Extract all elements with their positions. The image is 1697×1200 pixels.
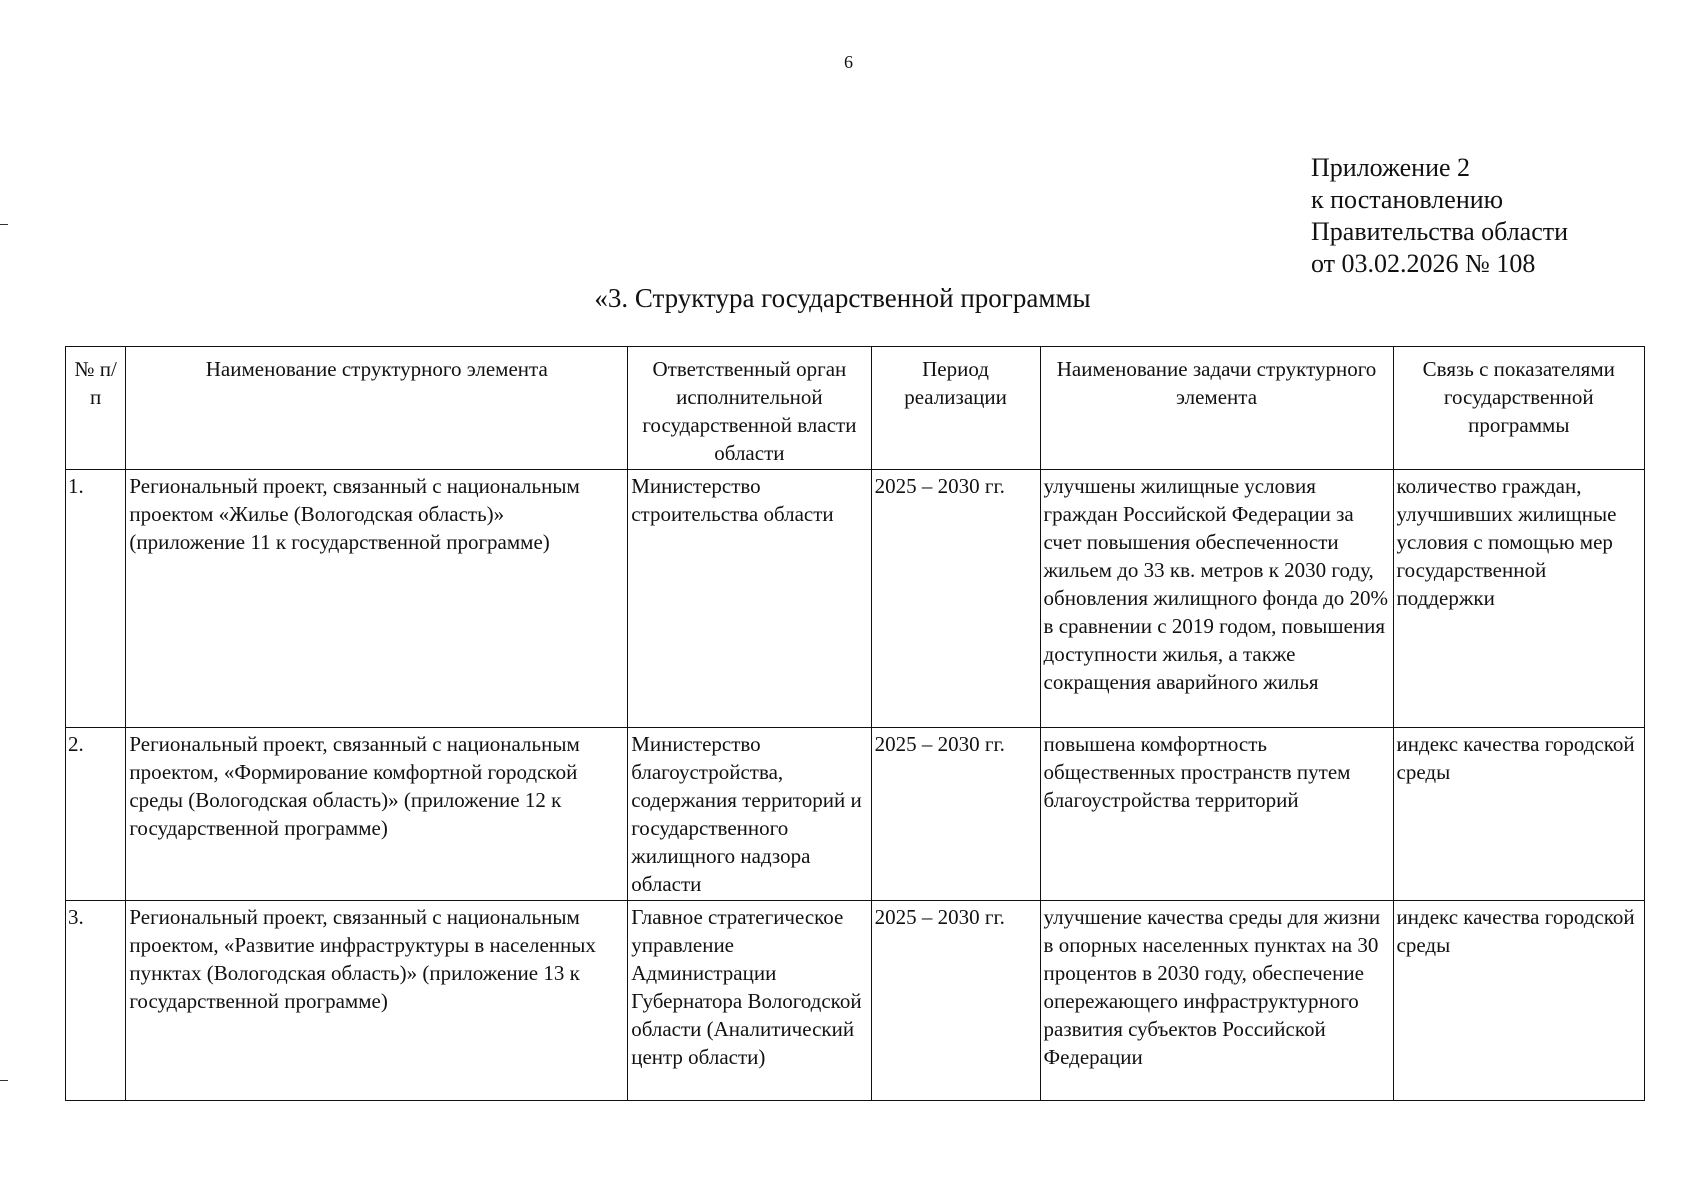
section-title-text: «3. Структура государственной программы (594, 283, 1091, 313)
row-num: 1. (66, 470, 126, 728)
program-structure-table (65, 346, 1645, 1101)
table-row (66, 470, 1645, 728)
page-number: 6 (844, 52, 853, 72)
row-org: Министерство строительства области (628, 470, 871, 728)
appendix-line-3: Правительства области (1311, 217, 1569, 246)
row-task: улучшены жилищные условия граждан Российской Федерации за счет повышения обеспеченности жильем до 33 кв. метров к 2030 году, обновления жилищного фонда до 20% в сравнении с 2019 годом, повышения доступности жилья, а также сокращения аварийного жилья (1040, 470, 1393, 728)
row-task: улучшение качества среды для жизни в опорных населенных пунктах на 30 процентов в 2030 году, обеспечение опережающего инфраструктурного развития субъектов Российской Федерации (1040, 901, 1393, 1101)
header-org: Ответственный орган исполнительной государственной власти области (628, 347, 871, 470)
scan-edge-mark (0, 1080, 8, 1081)
header-task: Наименование задачи структурного элемента (1040, 347, 1393, 470)
appendix-line-2: к постановлению (1311, 185, 1504, 214)
row-name: Региональный проект, связанный с национальным проектом, «Формирование комфортной городской среды (Вологодская область)» (приложение 12 к государственной программе) (126, 728, 628, 901)
section-title (0, 283, 1697, 314)
header-num: № п/п (66, 347, 126, 470)
appendix-line-1: Приложение 2 (1311, 153, 1471, 182)
row-name: Региональный проект, связанный с национальным проектом, «Развитие инфраструктуры в населенных пунктах (Вологодская область)» (приложение 13 к государственной программе) (126, 901, 628, 1101)
table-row (66, 901, 1645, 1101)
row-num: 3. (66, 901, 126, 1101)
header-period: Период реализации (871, 347, 1040, 470)
row-period: 2025 – 2030 гг. (871, 728, 1040, 901)
header-link: Связь с показателями государственной программы (1393, 347, 1644, 470)
table-header-row (66, 347, 1645, 470)
row-period: 2025 – 2030 гг. (871, 901, 1040, 1101)
row-task: повышена комфортность общественных пространств путем благоустройства территорий (1040, 728, 1393, 901)
row-org: Главное стратегическое управление Администрации Губернатора Вологодской области (Аналитический центр области) (628, 901, 871, 1101)
appendix-block (1311, 152, 1568, 280)
table-row (66, 728, 1645, 901)
appendix-line-4: от 03.02.2026 № 108 (1311, 249, 1536, 278)
row-org: Министерство благоустройства, содержания территорий и государственного жилищного надзора области (628, 728, 871, 901)
row-link: количество граждан, улучшивших жилищные условия с помощью мер государственной поддержки (1393, 470, 1644, 728)
header-name: Наименование структурного элемента (126, 347, 628, 470)
row-period: 2025 – 2030 гг. (871, 470, 1040, 728)
scan-edge-mark (0, 224, 8, 225)
row-name: Региональный проект, связанный с национальным проектом «Жилье (Вологодская область)» (приложение 11 к государственной программе) (126, 470, 628, 728)
row-num: 2. (66, 728, 126, 901)
row-link: индекс качества городской среды (1393, 901, 1644, 1101)
row-link: индекс качества городской среды (1393, 728, 1644, 901)
